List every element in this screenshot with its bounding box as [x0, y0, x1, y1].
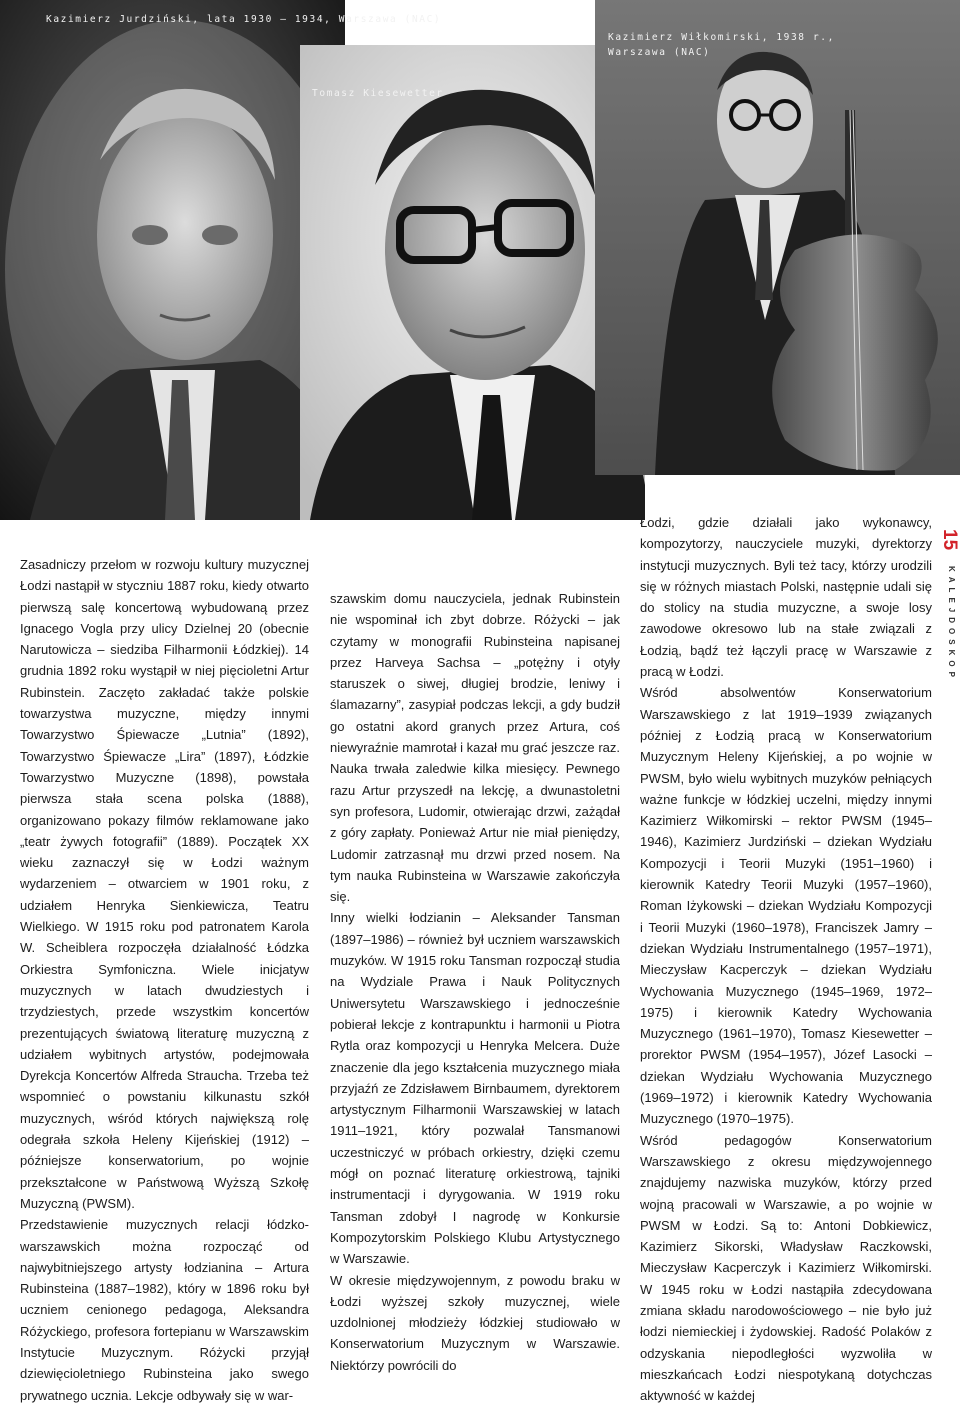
caption-jurdzinski: Kazimierz Jurdziński, lata 1930 – 1934, Warszawa (NAC) [46, 14, 442, 25]
page-marker [936, 520, 960, 682]
text-column-left [20, 554, 309, 1406]
paragraph: Przedstawienie muzycznych relacji łódzko-warszawskich można rozpocząć od najwybitniejszego artysty łodzianina – Artura Rubinsteina (1887–1982), który w 1896 roku był uczniem cenionego pedagoga, Aleksandra Różyckiego, profesora fortepianu w Warszawskim Instytucie Muzycznym. Różycki przyjął dziewięcioletniego Rubinsteina jako swego prywatnego ucznia. Lekcje odbywały się w war- [20, 1217, 309, 1403]
caption-kiesewetter: Tomasz Kiesewetter [312, 88, 444, 99]
paragraph: szawskim domu nauczyciela, jednak Rubinstein nie wspominał ich zbyt dobrze. Różycki – jak czytamy w monografii Rubinsteina napisanej przez Harveya Sachsa – „potężny i otyły staruszek o siwej, długiej brodzie, leniwy i ślamazarny”, zasypiał podczas lekcji, a gdy budził go ostatni akord granych przez Artura, coś niewyraźnie mamrotał i kazał mu grać jeszcze raz. Nauka trwała zaledwie kilka miesięcy. Pewnego razu Artur przyszedł na lekcję, a dwunastoletni syn profesora, Ludomir, otwierając drzwi, zażądał z góry zapłaty. Ponieważ Artur nie miał pieniędzy, Ludomir zatrzasnął mu drzwi przed nosem. Na tym nauka Rubinsteina w Warszawie zakończyła się. [330, 591, 620, 905]
paragraph: W okresie międzywojennym, z powodu braku w Łodzi wyższej szkoły muzycznej, wiele uzdolnionej młodzieży łódzkiej studiowało w Konserwatorium Muzycznym w Warszawie. Niektórzy powrócili do [330, 1272, 620, 1373]
portrait-wilkomirski-image [595, 0, 960, 475]
paragraph: Zasadniczy przełom w rozwoju kultury muzycznej Łodzi nastąpił w styczniu 1887 roku, kiedy otwarto pierwszą salę koncertową wybudowaną przez Ignacego Vogla przy ulicy Dzielnej 20 (obecnie Narutowicza – siedziba Filharmonii Łódzkiej). 14 grudnia 1892 roku wystąpił w niej pięcioletni Artur Rubinstein. Zaczęto zakładać także polskie towarzystwa muzyczne, między innymi Towarzystwo Śpiewacze „Lutnia” (1892), Towarzystwo Śpiewacze „Lira” (1897), Łódzkie Towarzystwo Muzyczne (1898), powstała pierwsza stała scena polska (1888), organizowano pokazy filmów reklamowane jako „teatr żywych fotografii” (1889). Początek XX wieku zaznaczył się w Łodzi ważnym wydarzeniem – otwarciem w 1901 roku, z udziałem Henryka Sienkiewicza, Teatru Wielkiego. W 1915 roku pod patronatem Karola W. Scheiblera rozpoczęła działalność Łódzka Orkiestra Symfoniczna. Wiele inicjatyw muzycznych w latach dwudziestych i trzydziestych, przede wszystkim koncertów prezentujących światową literaturę muzyczną z udziałem wybitnych artystów, podejmowała Dyrekcja Koncertów Alfreda Straucha. Trzeba też wspomnieć o powstaniu kilkunastu szkół muzycznych, wśród których największą rolę odegrała szkoła Heleny Kijeńskiej (1912) – późniejsze konserwatorium, po wojnie przekształcone w Państwową Wyższą Szkołę Muzyczną (PWSM). [20, 557, 309, 1211]
photo-jurdzinski [0, 0, 345, 520]
paragraph: Inny wielki łodzianin – Aleksander Tansman (1897–1986) – również był uczniem warszawskich muzyków. W 1915 roku Tansman rozpoczął studia na Wydziale Prawa i Nauk Politycznych Uniwersytetu Warszawskiego i jednocześnie pobierał lekcje z kontrapunktu i harmonii u Piotra Rytla oraz kompozycji u Henryka Melcera. Duże znaczenie dla jego kształcenia muzycznego miała przyjaźń ze Zdzisławem Birnbaumem, dyrektorem artystycznym Filharmonii Warszawskiej w latach 1911–1921, który pozwalał Tansmanowi uczestniczyć w próbach orkiestry, dzięki czemu mógł on poznać literaturę orkiestrową, tajniki instrumentacji i dyrygowania. W 1919 roku Tansman zdobył I nagrodę w Konkursie Kompozytorskim Polskiego Klubu Artystycznego w Warszawie. [330, 910, 620, 1267]
portrait-kiesewetter-image [300, 45, 645, 520]
photo-wilkomirski [595, 0, 960, 475]
paragraph: Wśród pedagogów Konserwatorium Warszawskiego z okresu międzywojennego znajdujemy nazwiska muzyków, którzy przed wojną pracowali w Warszawie, a po wojnie w PWSM w Łodzi. Są to: Antoni Dobkiewicz, Kazimierz Sikorski, Władysław Raczkowski, Mieczysław Kacperczyk i Kazimierz Wiłkomirski. W 1945 roku w Łodzi nastąpiła zdecydowana zmiana składu narodowościowego – nie było już łodzi niemieckiej i żydowskiej. Radość Polaków z odzyskania niepodległości wyzwoliła w mieszkańcach Łodzi niespotykaną dotychczas aktywność w każdej [640, 1132, 932, 1404]
paragraph: Wśród absolwentów Konserwatorium Warszawskiego z lat 1919–1939 związanych później z Łodzią pracą w Konserwatorium Muzycznym Heleny Kijeńskiej, a po wojnie w PWSM, było wielu wybitnych muzyków pełniących ważne funkcje w łódzkiej uczelni, między innymi Kazimierz Wiłkomirski – rektor PWSM (1945–1946), Kazimierz Jurdziński – dziekan Wydziału Kompozycji i Teorii Muzyki (1951–1960) i kierownik Katedry Teorii Muzyki (1957–1960), Roman Iżykowski – dziekan Wydziału Kompozycji i Teorii Muzyki (1960–1978), Franciszek Jamry – dziekan Wydziału Instrumentalnego (1957–1971), Mieczysław Kacperczyk – dziekan Wydziału Wychowania Muzycznego (1945–1969, 1972–1975) i kierownik Katedry Wychowania Muzycznego (1961–1970), Tomasz Kiesewetter – prorektor PWSM (1954–1957), Józef Lasocki – dziekan Wydziału Wychowania Muzycznego (1969–1972) i kierownik Katedry Wychowania Muzycznego (1970–1975). [640, 685, 932, 1127]
text-column-middle [330, 588, 620, 1376]
paragraph: Łodzi, gdzie działali jako wykonawcy, kompozytorzy, nauczyciele muzyki, dyrektorzy instytucji muzycznych. Byli też tacy, którzy urodzili się w różnych miastach Polski, następnie udali się do stolicy na studia muzyczne, a swoje losy zawodowe okresowo lub na stałe związali z Łodzią, bądź też łączyli pracę w Warszawie z pracą w Łodzi. [640, 515, 932, 680]
portrait-jurdzinski-image [0, 0, 345, 520]
photo-kiesewetter [300, 45, 645, 520]
text-column-right [640, 512, 932, 1406]
magazine-name: KALEJDOSKOP [947, 566, 956, 682]
caption-wilkomirski-line1: Kazimierz Wiłkomirski, 1938 r., [608, 32, 835, 43]
page-number: 15 [939, 529, 960, 551]
caption-wilkomirski-line2: Warszawa (NAC) [608, 47, 711, 58]
